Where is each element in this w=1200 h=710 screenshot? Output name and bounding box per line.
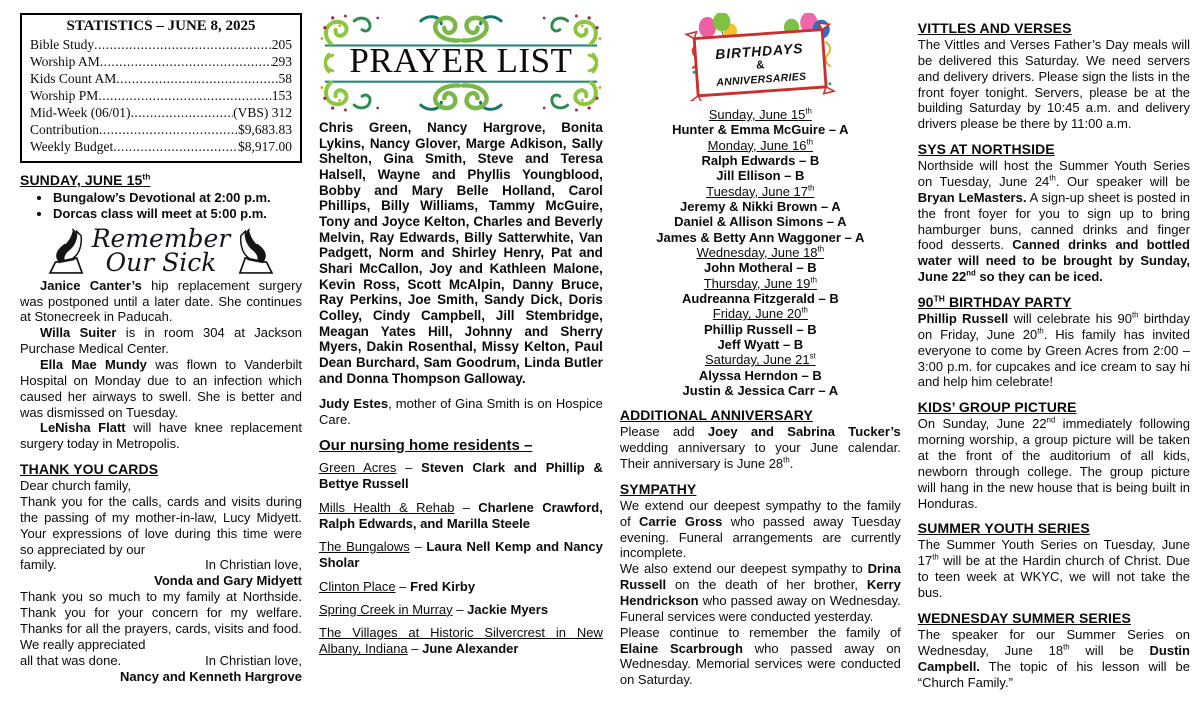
birthday-date: Saturday, June 21st bbox=[705, 351, 816, 368]
nursing-home-entry: Green Acres – Steven Clark and Phillip & Bettye Russell bbox=[319, 460, 603, 492]
birthday-entry: John Motheral – B bbox=[703, 260, 817, 276]
section-summer-youth-series bbox=[918, 520, 1190, 600]
sick-item: Ella Mae Mundy was flown to Vanderbilt Hospital on Monday due to an infection which caused her airways to swell. She is better and was dismissed on Tuesday. bbox=[20, 357, 302, 420]
section-heading-thank-you: THANK YOU CARDS bbox=[20, 461, 159, 478]
birthdays-anniversaries-banner bbox=[665, 13, 855, 101]
section-heading: VITTLES AND VERSES bbox=[917, 20, 1072, 36]
signature: Nancy and Kenneth Hargrove bbox=[119, 668, 302, 684]
signature: Vonda and Gary Midyett bbox=[154, 573, 302, 589]
section-body: Please add Joey and Sabrina Tucker’s wedding anniversary to your June calendar. Their anniversary is June 28th. bbox=[619, 424, 901, 471]
birthday-anniversary-list bbox=[620, 107, 901, 398]
closing-line: all that was done. In Christian love, bbox=[20, 652, 302, 668]
section-sympathy bbox=[620, 481, 901, 688]
section-wednesday-summer-series bbox=[918, 610, 1190, 690]
birthday-entry: Phillip Russell – B bbox=[703, 321, 817, 337]
salutation: Dear church family, bbox=[20, 478, 132, 494]
dot-leader bbox=[113, 138, 238, 155]
nursing-home-entry: Mills Health & Rehab – Charlene Crawford, Ralph Edwards, and Marilla Steele bbox=[319, 499, 603, 531]
section-body: The speaker for our Summer Series on Wednesday, June 18th will be Dustin Campbell. The topic of his lesson will be “Church Family.” bbox=[917, 626, 1190, 690]
birthday-entry: James & Betty Ann Waggoner – A bbox=[656, 229, 865, 245]
birthday-entry: Ralph Edwards – B bbox=[701, 152, 820, 168]
section-heading: SUMMER YOUTH SERIES bbox=[917, 520, 1090, 537]
statistics-row: Worship AM ..... 293 bbox=[30, 53, 292, 70]
section-body: On Sunday, June 22nd immediately following morning worship, a group picture will be taken at the front of the auditorium of all kids, newborn through college. The group picture will hang in the new house that is being built in Honduras. bbox=[917, 416, 1190, 511]
birthday-date: Monday, June 16th bbox=[707, 137, 813, 153]
section-heading: SYMPATHY bbox=[619, 480, 697, 497]
statistics-box bbox=[20, 13, 302, 163]
section-vittles-and-verses bbox=[918, 20, 1190, 132]
section-body: The Vittles and Verses Father’s Day meals will be delivered this Saturday. We need servers and delivery drivers. Please sign the lists in the front foyer tonight. Servers, please be at the building Saturday by 10:45 a.m. and delivery drivers please be there by 11:00 a.m. bbox=[917, 37, 1190, 132]
thank-you-note-body: Thank you so much to my family at Northside. Thank you for your concern for my welfare. Thanks for all the prayers, cards, visits and food. We really appreciated bbox=[20, 589, 302, 653]
section-sys-at-northside bbox=[918, 141, 1190, 285]
dot-leader bbox=[98, 87, 271, 104]
birthday-date: Sunday, June 15th bbox=[708, 106, 812, 122]
birthday-date: Thursday, June 19th bbox=[703, 275, 817, 291]
birthday-date: Wednesday, June 18th bbox=[696, 244, 825, 260]
section-body: We also extend our deepest sympathy to Drina Russell on the death of her brother, Kerry Hendrickson who passed away on Wednesday. Funeral services were conducted yesterday. bbox=[619, 561, 901, 624]
banner-line: & bbox=[756, 59, 766, 72]
section-90th-birthday-party bbox=[918, 294, 1190, 390]
sunday-bullet-list bbox=[52, 190, 302, 222]
section-heading: SYS AT NORTHSIDE bbox=[917, 141, 1055, 158]
column-right bbox=[918, 13, 1190, 690]
dot-leader bbox=[116, 70, 278, 87]
nursing-home-entry: The Villages at Historic Silvercrest in New Albany, Indiana – June Alexander bbox=[319, 625, 603, 657]
remember-our-sick-title: Remember Our Sick bbox=[91, 224, 231, 277]
dot-leader bbox=[131, 104, 234, 121]
banner-line: BIRTHDAYS bbox=[715, 40, 805, 63]
section-heading: WEDNESDAY SUMMER SERIES bbox=[917, 609, 1131, 626]
section-heading: KIDS’ GROUP PICTURE bbox=[917, 399, 1077, 416]
section-heading: ADDITIONAL ANNIVERSARY bbox=[619, 407, 813, 424]
column-birthdays bbox=[620, 13, 901, 690]
prayer-list-header bbox=[319, 13, 603, 113]
section-body: Phillip Russell will celebrate his 90th birthday on Friday, June 20th. His family has invited everyone to come by Green Acres from 2:00 – 3:00 p.m. for cupcakes and ice cream to say hi and help him celebrate! bbox=[917, 310, 1190, 390]
sick-item: Willa Suiter is in room 304 at Jackson Purchase Medical Center. bbox=[20, 325, 302, 357]
statistics-title: STATISTICS – JUNE 8, 2025 bbox=[66, 18, 256, 34]
birthday-date: Friday, June 20th bbox=[712, 305, 808, 322]
dot-leader bbox=[94, 36, 272, 53]
nursing-home-entry: The Bungalows – Laura Nell Kemp and Nancy Sholar bbox=[319, 539, 603, 571]
section-body: The Summer Youth Series on Tuesday, June 17th will be at the Hardin church of Christ. Due to teen week at WKYC, we will not take the bus. bbox=[917, 537, 1190, 601]
statistics-row: Contribution ..... $9,683.83 bbox=[30, 121, 292, 138]
remember-our-sick-banner bbox=[20, 224, 302, 277]
hospice-note: Judy Estes, mother of Gina Smith is on Hospice Care. bbox=[319, 396, 603, 428]
nursing-home-entry: Spring Creek in Murray – Jackie Myers bbox=[319, 601, 549, 617]
section-additional-anniversary bbox=[620, 407, 901, 472]
section-body: Please continue to remember the family of Elaine Scarbrough who passed away on Wednesday. Memorial services were conducted on Saturday. bbox=[619, 624, 901, 688]
statistics-row: Mid-Week (06/01) ..... (VBS) 312 bbox=[30, 104, 292, 121]
praying-hands-icon bbox=[235, 227, 279, 274]
prayer-list-title: PRAYER LIST bbox=[349, 41, 573, 80]
section-body: We extend our deepest sympathy to the family of Carrie Gross who passed away Tuesday evening. Funeral arrangements are currently incomplete. bbox=[619, 497, 901, 561]
dot-leader bbox=[99, 121, 238, 138]
thank-you-note-body: Thank you for the calls, cards and visits during the passing of my mother-in-law, Lucy Midyett. Your expressions of love during this time were so appreciated by our bbox=[20, 494, 302, 557]
birthday-entry: Alyssa Herndon – B bbox=[698, 367, 822, 383]
statistics-row: Weekly Budget ..... $8,917.00 bbox=[30, 138, 292, 155]
section-heading: 90TH BIRTHDAY PARTY bbox=[917, 293, 1072, 311]
sick-item: LeNisha Flatt will have knee replacement surgery today in Metropolis. bbox=[20, 420, 303, 452]
column-prayer-list bbox=[319, 13, 603, 690]
section-heading-sunday: SUNDAY, JUNE 15th bbox=[20, 171, 151, 188]
column-left bbox=[20, 13, 302, 690]
birthday-entry: Justin & Jessica Carr – A bbox=[682, 382, 839, 398]
statistics-row: Worship PM ..... 153 bbox=[30, 87, 292, 104]
birthday-entry: Daniel & Allison Simons – A bbox=[674, 214, 847, 230]
section-body: Northside will host the Summer Youth Series on Tuesday, June 24th. Our speaker will be Bryan LeMasters. A sign-up sheet is posted in the front foyer for you to sign up to bring hamburger buns, canned drinks and finger food desserts. Canned drinks and bottled water will need to be brought by Sunday, June 22nd so they can be iced. bbox=[917, 158, 1190, 285]
statistics-row: Bible Study ..... 205 bbox=[30, 36, 292, 53]
banner-line: ANNIVERSARIES bbox=[716, 70, 808, 89]
nursing-home-entry: Clinton Place – Fred Kirby bbox=[319, 578, 476, 594]
prayer-names: Chris Green, Nancy Hargrove, Bonita Lykins, Nancy Glover, Marge Adkison, Sally Shelton, Gina Smith, Steve and Teresa Halsell, Wayne and Phyllis Youngblood, Bobby and Mary Belle Holland, Carol Phillips, Billy Williams, Tammy McGuire, Tony and Joyce Kelton, Charles and Beverly Melvin, Ray Edwards, Billy Satterwhite, Van Padgett, Norm and Shirley Henry, Pat and Shari McCallon, Joy and Kathleen Malone, Kevin Ross, Scott McAlpin, Danny Bruce, Ray Perkins, Joe Smith, Sandy Dick, Doris Colley, Cindy Campbell, Jill Stembridge, Meagan Yates Hill, Johnny and Sherry Myers, Dakin Rosenthal, Missy Kelton, Paul Dean Burchard, Sam Goodrum, Linda Butler and Donna Thompson Galloway. bbox=[319, 120, 603, 386]
bullet-item: • Bungalow’s Devotional at 2:00 p.m. bbox=[52, 190, 302, 206]
birthday-entry: Jill Ellison – B bbox=[716, 168, 805, 184]
birthday-entry: Jeremy & Nikki Brown – A bbox=[680, 198, 841, 214]
birthdays-banner-wrap bbox=[620, 13, 901, 104]
birthday-entry: Hunter & Emma McGuire – A bbox=[672, 122, 849, 138]
section-heading-nursing-homes: Our nursing home residents – bbox=[319, 437, 533, 455]
birthday-entry: Audreanna Fitzgerald – B bbox=[681, 290, 839, 306]
birthday-date: Tuesday, June 17th bbox=[706, 183, 815, 199]
praying-hands-icon bbox=[43, 227, 87, 274]
birthday-entry: Jeff Wyatt – B bbox=[717, 336, 804, 352]
closing-line: family. In Christian love, bbox=[20, 557, 302, 573]
sick-item: Janice Canter’s hip replacement surgery was postponed until a later date. She continues at Stonecreek in Paducah. bbox=[20, 277, 302, 325]
dot-leader bbox=[100, 53, 272, 70]
bullet-item: • Dorcas class will meet at 5:00 p.m. bbox=[52, 206, 302, 222]
section-kids-group-picture bbox=[918, 399, 1190, 511]
statistics-row: Kids Count AM ..... 58 bbox=[30, 70, 292, 87]
